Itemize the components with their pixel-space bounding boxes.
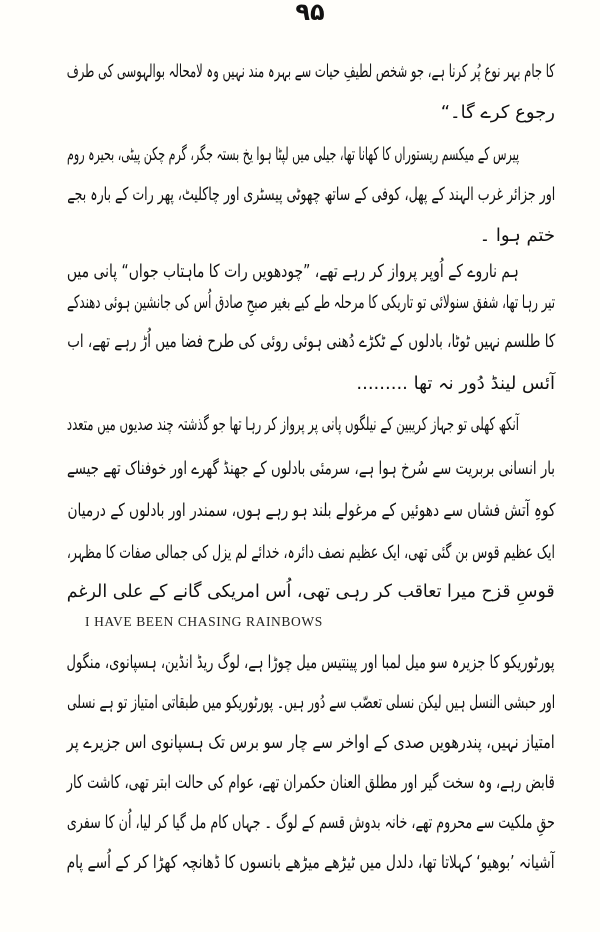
text-line xyxy=(67,494,555,528)
line-text: پیرس کے میکسم ریستوراں کا کھانا تھا، جیلی میں لپٹا ہوا یخ بستہ جگر، گرم چکن پیٹی، بحیرہ روم xyxy=(66,144,519,165)
text-line xyxy=(67,367,555,401)
text-line xyxy=(67,806,555,840)
line-text: تیر رہا تھا، شفق سنولائی تو تاریکی کا مرحلہ طے کیے بغیر صبحِ صادق اُس کی جانشین ہوئی دھندکے xyxy=(67,292,555,313)
line-text: بار انسانی بربریت سے سُرخ ہوا ہے، سرمئی بادلوں کے جھنڈ گھرے اور خوفناک تھے جیسے xyxy=(67,458,555,479)
line-text: آشیانہ ’بوھیو‘ کہلاتا تھا، دلدل میں ٹیڑھے میڑھے بانسوں کا ڈھانچہ کھڑا کر کے اُسے پام xyxy=(67,852,555,873)
line-text: قابض رہے، وہ سخت گیر اور مطلق العنان حکمران تھے، عوام کی حالت ابتر تھی، کاشت کار xyxy=(67,772,555,793)
text-line xyxy=(67,686,555,720)
english-song-title: I HAVE BEEN CHASING RAINBOWS xyxy=(85,614,323,629)
line-text: ہم ناروے کے اُوپر پرواز کر رہے تھے، ”چودھویں رات کا ماہتاب جواں“ پانی میں xyxy=(67,261,519,282)
line-text: پورٹوریکو کا جزیرہ سو میل لمبا اور پینتیس میل چوڑا ہے، لوگ ریڈ انڈین، ہسپانوی، منگول xyxy=(67,652,555,673)
page-number: ۹۵ xyxy=(295,0,325,26)
text-line xyxy=(67,846,555,880)
text-line xyxy=(67,219,555,253)
text-line xyxy=(67,575,555,609)
text-line xyxy=(67,286,555,320)
text-line xyxy=(67,726,555,760)
line-text: رجوع کرے گا۔“ xyxy=(440,102,555,123)
line-text: کا طلسم نہیں ٹوٹا، بادلوں کے ٹکڑے دُھنی ہوئی روئی کی طرح فضا میں اُڑ رہے تھے، اب xyxy=(67,331,555,352)
paragraph-start-line xyxy=(67,255,519,289)
line-text: آئس لینڈ دُور نہ تھا ......... xyxy=(356,373,555,394)
line-text: اور جزائر غرب الہند کے پھل، کوفی کے ساتھ چھوٹی پیسٹری اور چاکلیٹ، پھر رات کے بارہ بجے xyxy=(67,184,555,205)
text-line xyxy=(67,178,555,212)
line-text: ختم ہوا ۔ xyxy=(479,225,555,246)
line-text: کوہِ آتش فشاں سے دھوئیں کے مرغولے بلند ہو رہے ہوں، سمندر اور بادلوں کے درمیان xyxy=(67,500,555,521)
line-text: قوسِ قزح میرا تعاقب کر رہی تھی، اُس امریکی گانے کے علی الرغم xyxy=(67,581,555,602)
text-line xyxy=(67,96,555,130)
line-text: حقِ ملکیت سے محروم تھے، خانہ بدوش قسم کے لوگ ۔ جہاں کام مل گیا کر لیا، اُن کا سفری xyxy=(67,812,555,833)
line-text: اور حبشی النسل ہیں لیکن نسلی تعصّب سے دُور ہیں۔ پورٹوریکو میں طبقاتی امتیاز تو ہے نسلی xyxy=(67,692,555,713)
text-line xyxy=(67,536,555,570)
text-line xyxy=(67,55,555,89)
line-text: کا جام بہر نوع پُر کرنا ہے، جو شخص لطیفِ حیات سے بہرہ مند نہیں وہ لامحالہ بوالہوسی کی طرف xyxy=(67,61,555,82)
text-line xyxy=(67,325,555,359)
text-line xyxy=(67,766,555,800)
text-line xyxy=(67,646,555,680)
paragraph-start-line xyxy=(67,408,519,442)
line-text: ایک عظیم قوس بن گئی تھی، ایک عظیم نصف دائرہ، خدائے لم یزل کی جمالی صفات کا مظہر، xyxy=(67,542,555,563)
text-line xyxy=(67,452,555,486)
line-text: امتیاز نہیں، پندرھویں صدی کے اواخر سے چار سو برس تک ہسپانوی اس جزیرے پر xyxy=(67,732,555,753)
paragraph-start-line xyxy=(67,138,519,172)
line-text: آنکھ کھلی تو جہاز کریبین کے نیلگوں پانی پر پرواز کر رہا تھا جو گذشتہ چند صدیوں میں متعدد xyxy=(67,414,519,435)
